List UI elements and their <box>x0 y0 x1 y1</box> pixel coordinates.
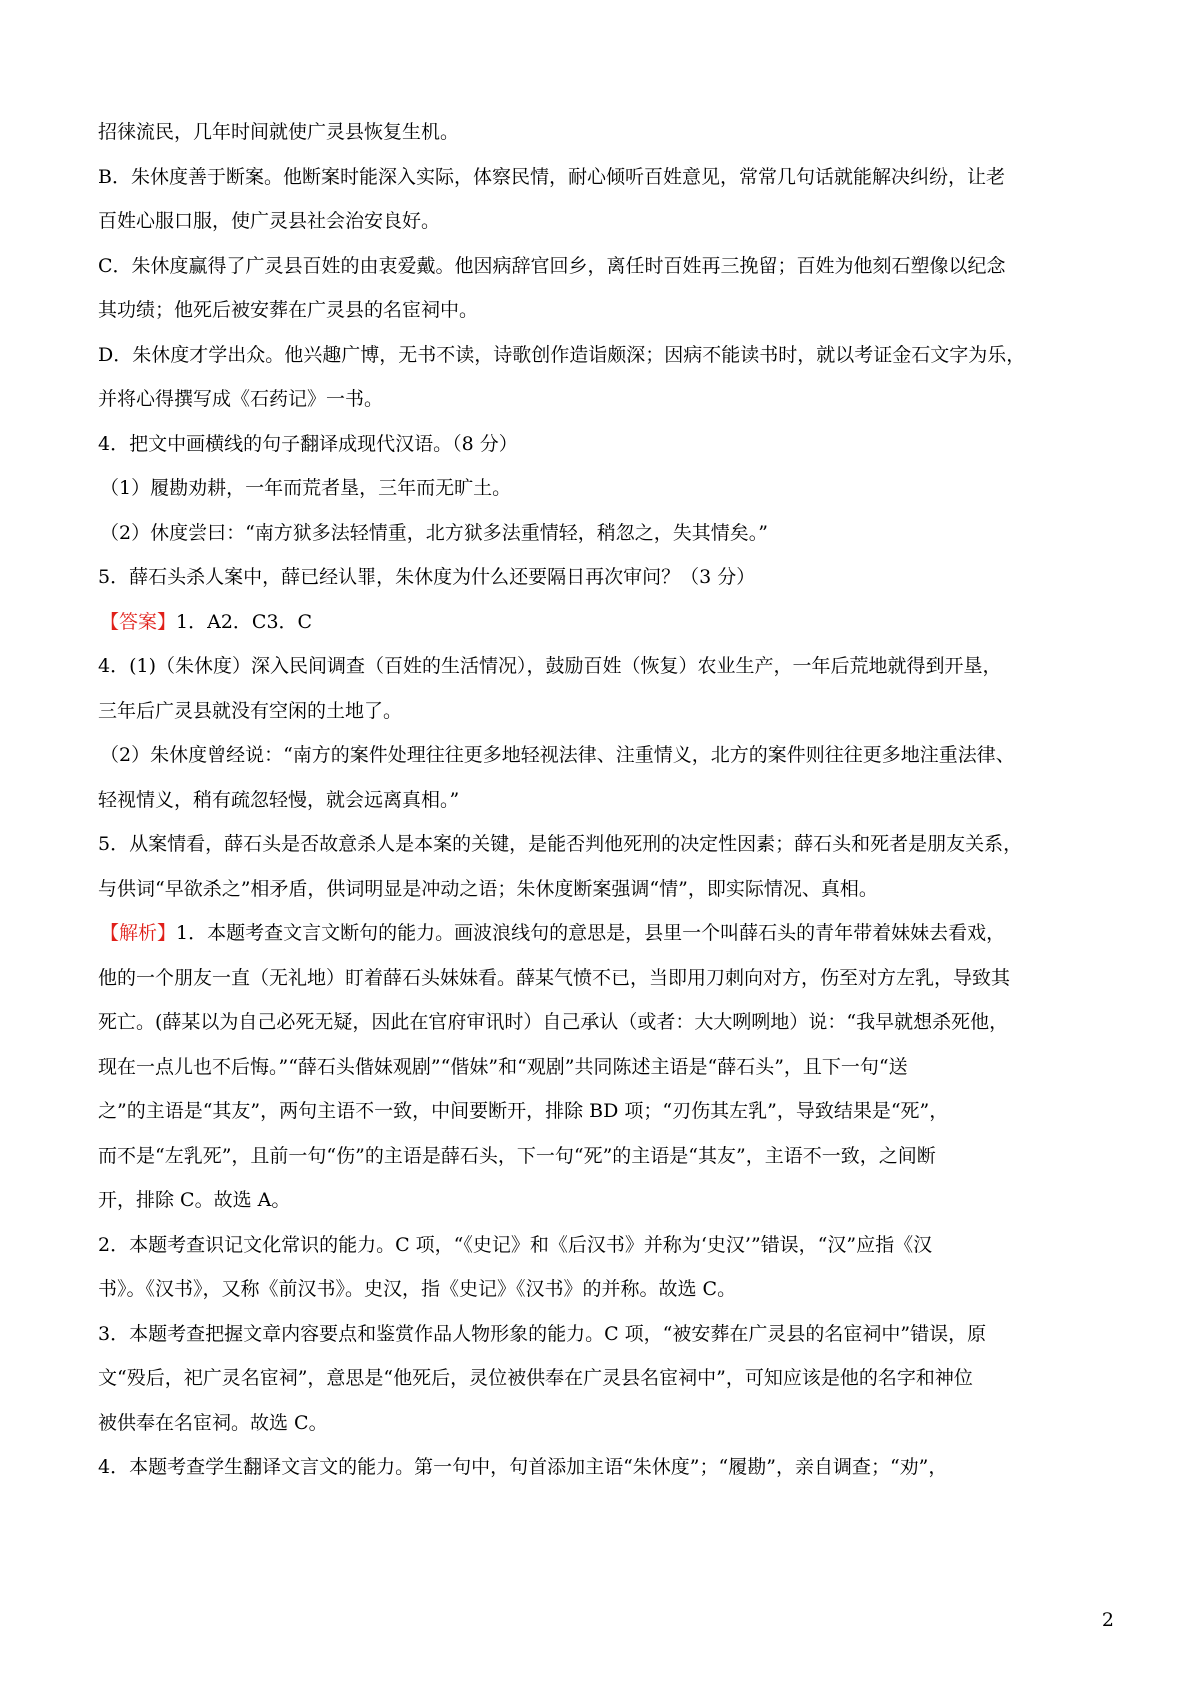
answer-5-line: 5．从案情看，薛石头是否故意杀人是本案的关键，是能否判他死刑的决定性因素；薛石头和死者是朋友关系， <box>98 833 1023 855</box>
question-4-part-2: （2）休度尝曰：“南方狱多法轻情重，北方狱多法重情轻，稍忽之，失其情矣。” <box>100 521 769 544</box>
text-line: 其功绩；他死后被安葬在广灵县的名宦祠中。 <box>98 299 479 321</box>
text-line: 死亡。(薛某以为自己必死无疑，因此在官府审讯时）自己承认（或者：大大咧咧地）说：“我早就想杀死他， <box>98 1011 1009 1033</box>
text-line: 百姓心服口服，使广灵县社会治安良好。 <box>98 210 441 232</box>
text-line: 之”的主语是“其友”，两句主语不一致，中间要断开，排除 BD 项；“刃伤其左乳”，导致结果是“死”， <box>98 1100 949 1122</box>
question-4: 4．把文中画横线的句子翻译成现代汉语。（8 分） <box>98 432 518 455</box>
analysis-2-line: 2．本题考查识记文化常识的能力。C 项，“《史记》和《后汉书》并称为‘史汉’”错误，“汉”应指《汉 <box>98 1233 933 1256</box>
question-5: 5．薛石头杀人案中，薛已经认罪，朱休度为什么还要隔日再次审问？（3 分） <box>98 566 756 588</box>
analysis-tag: 【解析】 <box>100 922 177 944</box>
document-body <box>98 110 1120 1490</box>
option-c-line: C．朱休度赢得了广灵县百姓的由衷爱戴。他因病辞官回乡，离任时百姓再三挽留；百姓为他刻石塑像以纪念 <box>98 254 1006 277</box>
text-line: 而不是“左乳死”，且前一句“伤”的主语是薛石头，下一句“死”的主语是“其友”，主语不一致，之间断 <box>98 1144 936 1167</box>
option-b-line: B．朱休度善于断案。他断案时能深入实际，体察民情，耐心倾听百姓意见，常常几句话就能解决纠纷，让老 <box>98 165 1005 188</box>
question-4-part-1: （1）履勘劝耕，一年而荒者垦，三年而无旷土。 <box>100 477 512 499</box>
answer-4-2-line: （2）朱休度曾经说：“南方的案件处理往往更多地轻视法律、注重情义，北方的案件则往往更多地注重法律、 <box>100 744 1015 766</box>
text-line: 被供奉在名宦祠。故选 C。 <box>98 1411 328 1434</box>
analysis-line <box>98 911 1120 956</box>
text-line: 开，排除 C。故选 A。 <box>98 1189 291 1211</box>
text-line: 现在一点儿也不后悔。”“薛石头偕妹观剧”“偕妹”和“观剧”共同陈述主语是“薛石头”，且下一句“送 <box>98 1055 908 1078</box>
text-line: 并将心得撰写成《石药记》一书。 <box>98 388 384 410</box>
text-line: 他的一个朋友一直（无礼地）盯着薛石头妹妹看。薛某气愤不已，当即用刀刺向对方，伤至对方左乳，导致其 <box>98 966 1011 989</box>
text-line: 书》。《汉书》，又称《前汉书》。史汉，指《史记》《汉书》的并称。故选 C。 <box>98 1278 737 1300</box>
option-d-line: D．朱休度才学出众。他兴趣广博，无书不读，诗歌创作造诣颇深；因病不能读书时，就以考证金石文字为乐， <box>98 343 1026 366</box>
text-line: 招徕流民，几年时间就使广灵县恢复生机。 <box>98 121 460 143</box>
answer-line <box>98 600 1120 645</box>
analysis-3-line: 3．本题考查把握文章内容要点和鉴赏作品人物形象的能力。C 项，“被安葬在广灵县的名宦祠中”错误，原 <box>98 1322 987 1345</box>
answer-tag: 【答案】 <box>100 610 177 633</box>
text-line: 三年后广灵县就没有空闲的土地了。 <box>98 699 403 722</box>
answer-4-1-line: 4．(1)（朱休度）深入民间调查（百姓的生活情况），鼓励百姓（恢复）农业生产，一年后荒地就得到开垦， <box>98 655 1002 677</box>
page-number: 2 <box>1101 1609 1114 1631</box>
analysis-text: 1．本题考查文言文断句的能力。画波浪线句的意思是，县里一个叫薛石头的青年带着妹妹去看戏， <box>176 922 1006 944</box>
answer-text: 1．A2．C3．C <box>176 610 313 633</box>
text-line: 文“殁后，祀广灵名宦祠”，意思是“他死后，灵位被供奉在广灵县名宦祠中”，可知应该是他的名字和神位 <box>98 1367 973 1389</box>
text-line: 轻视情义，稍有疏忽轻慢，就会远离真相。” <box>98 788 460 811</box>
text-line: 与供词“早欲杀之”相矛盾，供词明显是冲动之语；朱休度断案强调“情”，即实际情况、真相。 <box>98 877 878 900</box>
analysis-4-line: 4．本题考查学生翻译文言文的能力。第一句中，句首添加主语“朱休度”；“履勘”，亲自调查；“劝”， <box>98 1456 948 1478</box>
